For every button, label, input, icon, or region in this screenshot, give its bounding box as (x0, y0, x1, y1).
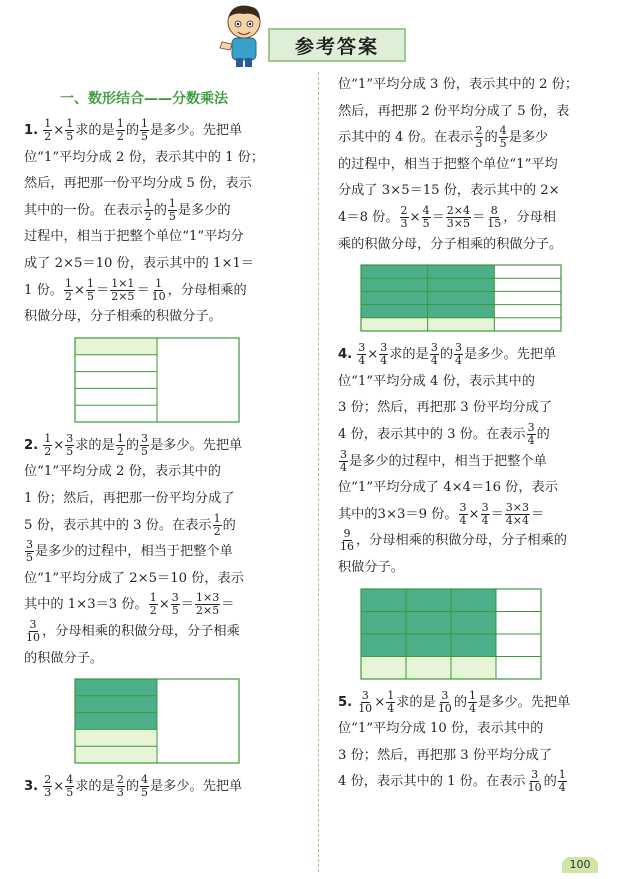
figure-3-grid (360, 264, 562, 332)
grid-cell-1-2 (451, 611, 496, 634)
grid-cell-3-1 (406, 656, 451, 679)
grid-cell-3-0 (75, 729, 157, 746)
grid-cell-2-1 (428, 292, 495, 305)
grid-cell-1-1 (428, 278, 495, 291)
problem-5: 5. $\frac{3}{10}$ × $\frac{1}{4}$ 求的是 $\frac{3}{10}$ 的 $\frac{1}{4}$ 是多少。先把单 位“1”平均分成 10 份，表示其中的 3 份；然后，再把那 3 份平均分成了 4 份，表示其中的 1 份。在表示 $\frac{3}{10}$ 的 $\frac{1}{4}$ (338, 688, 571, 795)
grid-cell-1-0 (361, 611, 406, 634)
figure-4-grid (360, 588, 542, 680)
problem-2: 2. $\frac{1}{2}$ × $\frac{3}{5}$ 求的是 $\frac{1}{2}$ 的 $\frac{3}{5}$ 是多少。先把单 位“1”平均分成 2 份，表示其中的 1 份；然后，再把那一份平均分成了 5 份，表示其中的 3 份。在表示 $\frac{1}{2}$ 的 $\frac{3}{5}$ 是多少的过程中，相当于把整个单 位“1”平均分成了 2×5＝10 份，表示 其中的 1×3＝3 份。 $\frac{1}{2}$ × $\frac{3}{5}$ ＝ $\frac{1\times 3}{2\times 5}$ ＝ $\frac{3}{10}$ ，分母相乘的积做分母，分子相乘 的积做分子。 (24, 431, 244, 666)
grid-cell-0-2 (451, 589, 496, 612)
grid-cell-0-0 (75, 679, 157, 696)
problem-1: 1. $\frac{1}{2}$ × $\frac{1}{5}$ 求的是 $\frac{1}{2}$ 的 $\frac{1}{5}$ 是多少。先把单 位“1”平均分成 2 份，表示其中的 1 份； 然后，再把那一份平均分成 5 份，表示 其中的一份。在表示 $\frac{1}{2}$ 的 $\frac{1}{5}$ 是多少的 过程中，相当于把整个单位“1”平均分 成了 2×5＝10 份，表示其中的 1×1＝ 1 份。 $\frac{1}{2}$ × $\frac{1}{5}$ ＝ $\frac{1\times 1}{2\times 5}$ ＝ $\frac{1}{10}$ ，分母相乘的 积做分母，分子相乘的积做分子。 (24, 117, 265, 325)
grid-cell-2-1 (406, 634, 451, 657)
grid-cell-1-1 (406, 611, 451, 634)
grid-cell-2-2 (451, 634, 496, 657)
problem-3-start: 3. $\frac{2}{3}$ × $\frac{4}{5}$ 求的是 $\frac{2}{3}$ 的 $\frac{4}{5}$ 是多少。先把单 (24, 773, 243, 800)
section-title: 一、数形结合——分数乘法 (60, 91, 228, 107)
page-title: 参考答案 (268, 28, 406, 62)
grid-cell-4-1 (428, 318, 495, 331)
grid-cell-2-0 (361, 634, 406, 657)
grid-cell-1-0 (75, 696, 157, 713)
figure-1-grid (74, 337, 240, 423)
grid-cell-4-0 (75, 746, 157, 763)
grid-cell-0-0 (75, 338, 157, 355)
mascot-boy-icon (214, 2, 274, 68)
grid-cell-0-0 (361, 265, 428, 278)
right-column (338, 72, 613, 796)
grid-cell-3-2 (451, 656, 496, 679)
grid-cell-3-1 (428, 305, 495, 318)
grid-cell-3-0 (361, 305, 428, 318)
grid-cell-0-1 (428, 265, 495, 278)
grid-cell-0-0 (361, 589, 406, 612)
column-divider (318, 72, 320, 872)
problem-4: 4. $\frac{3}{4}$ × $\frac{3}{4}$ 求的是 $\frac{3}{4}$ 的 $\frac{3}{4}$ 是多少。先把单 位“1”平均分成 4 份，表示其中的 3 份；然后，再把那 3 份平均分成了 4 份，表示其中的 3 份。在表示 $\frac{3}{4}$ 的 $\frac{3}{4}$ 是多少的过程中，相当于把整个单 位“1”平均分成了 4×4＝16 份，表示 其中的3×3＝9 份。 $\frac{3}{4}$ × $\frac{3}{4}$ ＝ $\frac{3\times 3}{4\times 4}$ ＝ $\frac{9}{16}$ ，分母相乘的积做分母，分子相乘的 积做分子。 (338, 341, 567, 575)
problem-3-cont: 位“1”平均分成 3 份，表示其中的 2 份； 然后，再把那 2 份平均分成了 5 份，表 示其中的 4 份。在表示 $\frac{2}{3}$ 的 $\frac{4}{5}$ 是多少 的过程中，相当于把整个单位“1”平均 分成了 3×5＝15 份，表示其中的 2× 4＝8 份。 $\frac{2}{3}$ × $\frac{4}{5}$ ＝ $\frac{2\times 4}{3\times 5}$ ＝ $\frac{8}{15}$ ，分母相 乘的积做分母，分子相乘的积做分子。 (338, 77, 579, 252)
page-header (0, 0, 620, 72)
grid-cell-2-0 (75, 713, 157, 730)
grid-cell-4-0 (361, 318, 428, 331)
left-column (24, 86, 299, 801)
grid-cell-1-0 (361, 278, 428, 291)
grid-cell-0-1 (406, 589, 451, 612)
figure-2-grid (74, 678, 240, 764)
grid-cell-3-0 (361, 656, 406, 679)
page-number: 100 (562, 857, 598, 873)
grid-cell-2-0 (361, 292, 428, 305)
